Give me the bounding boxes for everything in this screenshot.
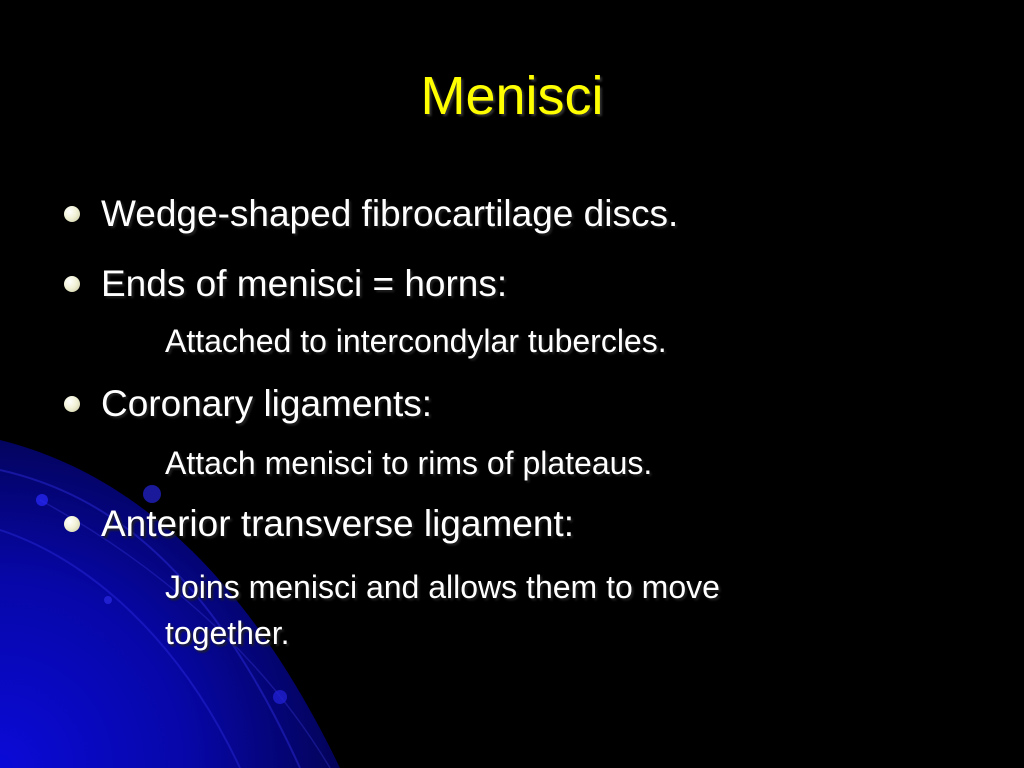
bullet-dot-icon: [64, 396, 80, 412]
bullet-dot-icon: [64, 206, 80, 222]
sub-bullet-text: Attached to intercondylar tubercles.: [165, 323, 667, 359]
deco-dot: [273, 690, 287, 704]
deco-dot: [143, 485, 161, 503]
bullet-text: Wedge-shaped fibrocartilage discs.: [101, 193, 679, 234]
bullet-text: Anterior transverse ligament:: [101, 503, 574, 544]
deco-dot: [36, 494, 48, 506]
deco-dot: [104, 596, 112, 604]
sub-bullet-text: together.: [165, 615, 290, 651]
sub-bullet-text: Attach menisci to rims of plateaus.: [165, 445, 653, 481]
bullet-text: Coronary ligaments:: [101, 383, 433, 424]
bullet-dot-icon: [64, 276, 80, 292]
bullet-dot-icon: [64, 516, 80, 532]
sub-bullet-text: Joins menisci and allows them to move: [165, 569, 720, 605]
slide-title: Menisci: [420, 66, 604, 126]
bullet-text: Ends of menisci = horns:: [101, 263, 508, 304]
